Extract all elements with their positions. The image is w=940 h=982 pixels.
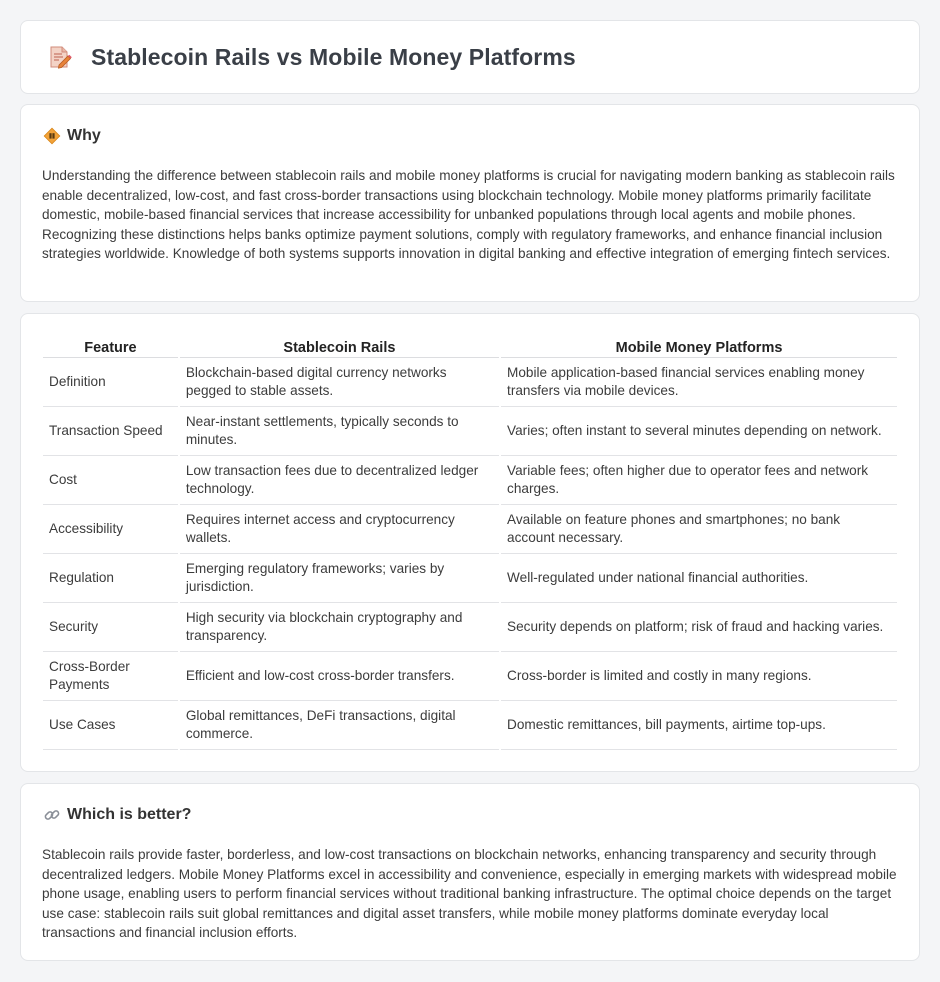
- mobile-money-cell: Well-regulated under national financial authorities.: [501, 554, 897, 603]
- why-card: [20, 104, 920, 302]
- mobile-money-cell: Security depends on platform; risk of fraud and hacking varies.: [501, 603, 897, 652]
- stablecoin-cell: Emerging regulatory frameworks; varies by jurisdiction.: [180, 554, 499, 603]
- stablecoin-cell: Requires internet access and cryptocurrency wallets.: [180, 505, 499, 554]
- stablecoin-cell: Low transaction fees due to decentralized ledger technology.: [180, 456, 499, 505]
- table-row: [43, 554, 897, 603]
- better-title: Which is better?: [67, 806, 192, 823]
- feature-cell: Cost: [43, 456, 178, 505]
- better-paragraph: Stablecoin rails provide faster, borderless, and low-cost transactions on blockchain networks, enhancing transparency and security through decentralized ledgers. Mobile Money Platforms excel in accessibility and convenience, especially in emerging markets with widespread mobile phone usage, enabling users to perform financial services without traditional banking infrastructure. The optimal choice depends on the target use case: stablecoin rails suit global remittances and digital asset transfers, while mobile money platforms dominate everyday local transactions and financial inclusion efforts.: [42, 847, 897, 940]
- table-row: [43, 456, 897, 505]
- mobile-money-cell: Available on feature phones and smartphones; no bank account necessary.: [501, 505, 897, 554]
- header-card: [20, 20, 920, 94]
- why-heading: [43, 127, 101, 145]
- stablecoin-cell: Global remittances, DeFi transactions, digital commerce.: [180, 701, 499, 750]
- which-is-better-card: [20, 783, 920, 961]
- mobile-money-cell: Mobile application-based financial services enabling money transfers via mobile devices.: [501, 358, 897, 407]
- feature-cell: Transaction Speed: [43, 407, 178, 456]
- better-heading: [43, 806, 191, 824]
- table-row: [43, 505, 897, 554]
- comparison-table-card: [20, 313, 920, 772]
- table-row: [43, 358, 897, 407]
- header-stablecoin: Stablecoin Rails: [180, 336, 499, 358]
- feature-cell: Accessibility: [43, 505, 178, 554]
- stablecoin-cell: Efficient and low-cost cross-border transfers.: [180, 652, 499, 701]
- stablecoin-cell: High security via blockchain cryptography and transparency.: [180, 603, 499, 652]
- mobile-money-cell: Variable fees; often higher due to operator fees and network charges.: [501, 456, 897, 505]
- diamond-warning-icon: [43, 127, 61, 145]
- document-pencil-icon: [45, 43, 73, 71]
- table-header-row: [43, 336, 897, 358]
- feature-cell: Use Cases: [43, 701, 178, 750]
- feature-cell: Cross-Border Payments: [43, 652, 178, 701]
- mobile-money-cell: Domestic remittances, bill payments, airtime top-ups.: [501, 701, 897, 750]
- feature-cell: Regulation: [43, 554, 178, 603]
- page-title: Stablecoin Rails vs Mobile Money Platforms: [91, 43, 576, 70]
- table-row: [43, 603, 897, 652]
- table-row: [43, 407, 897, 456]
- mobile-money-cell: Cross-border is limited and costly in many regions.: [501, 652, 897, 701]
- link-icon: [43, 806, 61, 824]
- feature-cell: Security: [43, 603, 178, 652]
- header-feature: Feature: [43, 336, 178, 358]
- why-title: Why: [67, 127, 101, 144]
- table-row: [43, 701, 897, 750]
- comparison-table: [41, 336, 899, 750]
- stablecoin-cell: Blockchain-based digital currency networks pegged to stable assets.: [180, 358, 499, 407]
- header-mobile-money: Mobile Money Platforms: [501, 336, 897, 358]
- stablecoin-cell: Near-instant settlements, typically seconds to minutes.: [180, 407, 499, 456]
- why-paragraph: Understanding the difference between stablecoin rails and mobile money platforms is crucial for navigating modern banking as stablecoin rails enable decentralized, low-cost, and fast cross-border transactions using blockchain technology. Mobile money platforms primarily facilitate domestic, mobile-based financial services that increase accessibility for unbanked populations through local agents and mobile phones. Recognizing these distinctions helps banks optimize payment solutions, comply with regulatory frameworks, and enhance financial inclusion strategies worldwide. Knowledge of both systems supports innovation in digital banking and effective integration of emerging fintech services.: [42, 168, 895, 261]
- title-row: [45, 43, 576, 71]
- mobile-money-cell: Varies; often instant to several minutes depending on network.: [501, 407, 897, 456]
- table-row: [43, 652, 897, 701]
- feature-cell: Definition: [43, 358, 178, 407]
